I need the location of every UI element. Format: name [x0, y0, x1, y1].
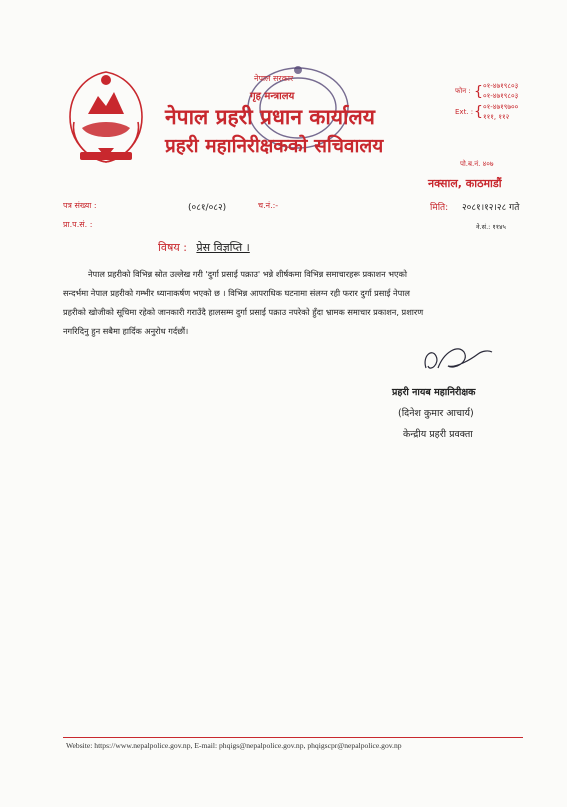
signatory-name: (दिनेश कुमार आचार्य) — [398, 408, 474, 419]
phone-2: ०१-४७१९८०३ — [483, 92, 519, 100]
ext-brace: { — [474, 104, 483, 120]
office-title: नेपाल प्रहरी प्रधान कार्यालय — [165, 105, 375, 129]
subject-line — [158, 240, 250, 255]
ext-2: १११, ११२ — [483, 113, 510, 121]
nepal-emblem-icon — [60, 62, 152, 170]
letter-no-label: पत्र संख्या : — [63, 201, 97, 210]
handwritten-signature — [418, 342, 498, 378]
body-line-1: नेपाल प्रहरीको विभिन्न स्रोत उल्लेख गरी 'दुर्गा प्रसाई पक्राउ' भन्ने शीर्षकमा विभिन्न समाचारहरू प्रकाशन भएको — [88, 269, 407, 279]
signatory-role: केन्द्रीय प्रहरी प्रवक्ता — [403, 429, 473, 440]
signatory-rank: प्रहरी नायब महानिरीक्षक — [392, 387, 476, 398]
body-line-3: प्रहरीको खोजीको सूचिमा रहेको जानकारी गराउँदै हालसम्म दुर्गा प्रसाई पक्राउ नपरेको हुँदा भ्रामक समाचार प्रकाशन, प्रशारण — [63, 307, 424, 317]
ext-label: Ext. : — [455, 108, 474, 116]
date-label: मिति: — [430, 203, 449, 213]
phone-brace: { — [474, 84, 483, 100]
ext-1: ०१-४७१९७०० — [483, 103, 519, 111]
stamp-line2: गृह मन्त्रालय — [250, 91, 295, 102]
phone-1: ०१-४७१९८०३ — [483, 82, 519, 90]
po-box: पो.ब.नं. ४०७ — [460, 160, 494, 168]
pra-sa-label: प्रा.प.सं. : — [63, 220, 93, 229]
phone-label: फोन : — [455, 87, 471, 95]
footer-divider — [63, 737, 523, 738]
date-value: २०८१।१२।२८ गते — [462, 203, 520, 213]
subject-label: विषय : — [158, 241, 187, 254]
stamp-line1: नेपाल सरकार — [254, 74, 294, 83]
office-subtitle: प्रहरी महानिरीक्षकको सचिवालय — [165, 135, 384, 157]
body-line-4: नगरिदिनु हुन सबैमा हार्दिक अनुरोध गर्दछौं। — [63, 326, 189, 336]
office-location: नक्साल, काठमाडौं — [428, 177, 502, 190]
body-line-2: सन्दर्भमा नेपाल प्रहरीको गम्भीर ध्यानाकर्षण भएको छ । विभिन्न आपराधिक घटनामा संलग्न रही फरार दुर्गा प्रसाई नेपाल — [63, 288, 410, 298]
subject-value: प्रेस विज्ञप्ति । — [196, 241, 250, 254]
serial-number: ने.सं.: ११४५ — [476, 223, 506, 231]
dispatch-label: च.नं.:- — [258, 201, 279, 210]
fiscal-year: (०८१/०८२) — [188, 203, 227, 213]
footer-contact: Website: https://www.nepalpolice.gov.np, E-mail: phqigs@nepalpolice.gov.np, phqigscpr@nepalpolice.gov.np — [66, 741, 402, 750]
